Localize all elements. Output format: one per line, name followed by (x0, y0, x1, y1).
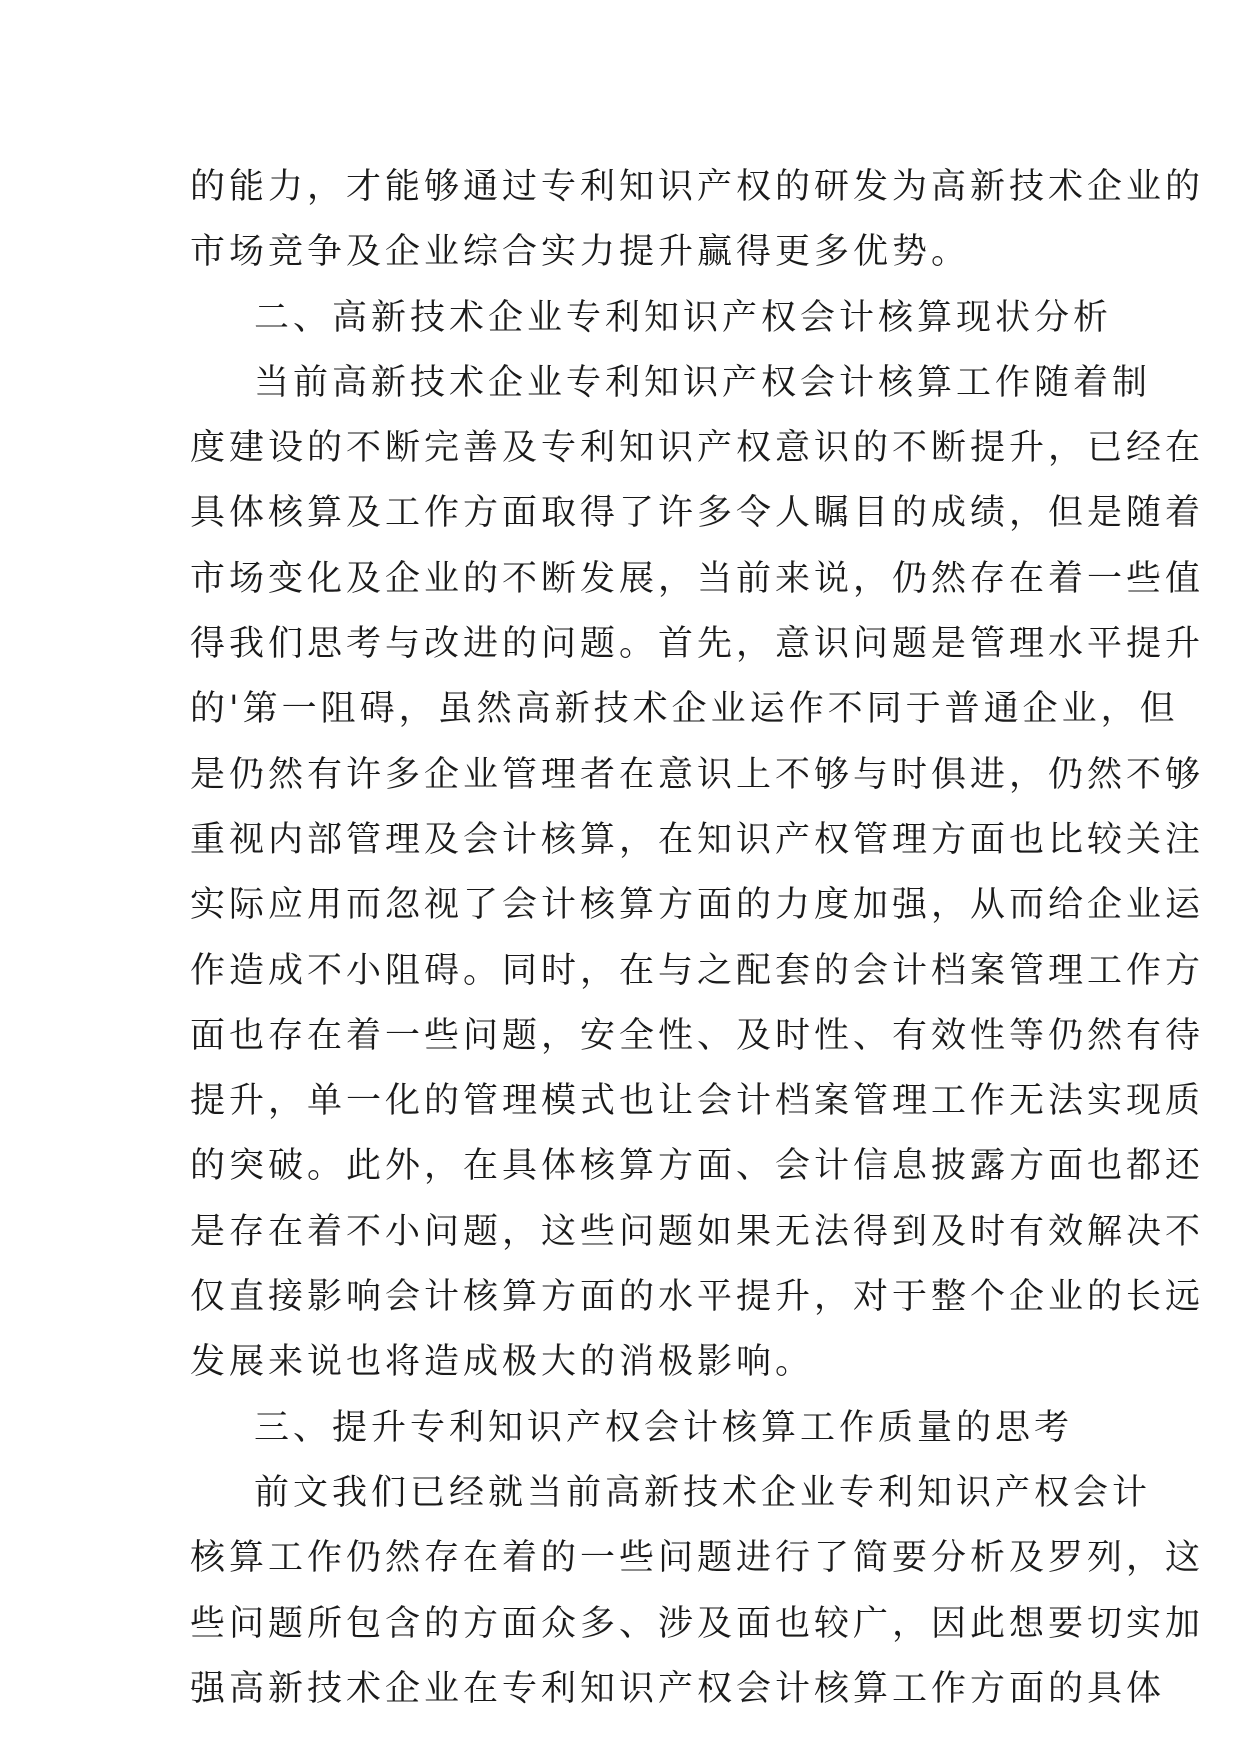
text-line: 的突破。此外，在具体核算方面、会计信息披露方面也都还 (190, 1146, 1205, 1187)
text-line: 的'第一阻碍，虽然高新技术企业运作不同于普通企业，但 (190, 689, 1179, 730)
text-line: 重视内部管理及会计核算，在知识产权管理方面也比较关注 (190, 819, 1205, 860)
text-line: 仅直接影响会计核算方面的水平提升，对于整个企业的长远 (190, 1277, 1205, 1318)
text-line: 得我们思考与改进的问题。首先，意识问题是管理水平提升 (190, 624, 1205, 665)
text-line: 提升，单一化的管理模式也让会计档案管理工作无法实现质 (190, 1081, 1205, 1122)
text-line: 些问题所包含的方面众多、涉及面也较广，因此想要切实加 (190, 1603, 1205, 1644)
text-line: 发展来说也将造成极大的消极影响。 (190, 1342, 815, 1383)
text-line: 具体核算及工作方面取得了许多令人瞩目的成绩，但是随着 (190, 493, 1205, 534)
text-line: 作造成不小阻碍。同时，在与之配套的会计档案管理工作方 (190, 950, 1205, 991)
section-heading: 二、高新技术企业专利知识产权会计核算现状分析 (254, 297, 1113, 338)
text-line: 核算工作仍然存在着的一些问题进行了简要分析及罗列，这 (190, 1538, 1205, 1579)
text-line: 市场竞争及企业综合实力提升赢得更多优势。 (190, 232, 971, 273)
text-line: 面也存在着一些问题，安全性、及时性、有效性等仍然有待 (190, 1015, 1205, 1056)
text-line: 度建设的不断完善及专利知识产权意识的不断提升，已经在 (190, 428, 1205, 469)
text-line: 是存在着不小问题，这些问题如果无法得到及时有效解决不 (190, 1211, 1205, 1252)
body-text (190, 155, 1205, 1722)
section-heading: 三、提升专利知识产权会计核算工作质量的思考 (254, 1407, 1074, 1448)
text-line: 是仍然有许多企业管理者在意识上不够与时俱进，仍然不够 (190, 754, 1205, 795)
text-line: 前文我们已经就当前高新技术企业专利知识产权会计 (254, 1472, 1152, 1513)
text-line: 当前高新技术企业专利知识产权会计核算工作随着制 (254, 362, 1152, 403)
text-line: 市场变化及企业的不断发展，当前来说，仍然存在着一些值 (190, 558, 1205, 599)
text-line: 实际应用而忽视了会计核算方面的力度加强，从而给企业运 (190, 885, 1205, 926)
text-line: 的能力，才能够通过专利知识产权的研发为高新技术企业的 (190, 167, 1205, 207)
text-line: 强高新技术企业在专利知识产权会计核算工作方面的具体 (190, 1668, 1166, 1709)
